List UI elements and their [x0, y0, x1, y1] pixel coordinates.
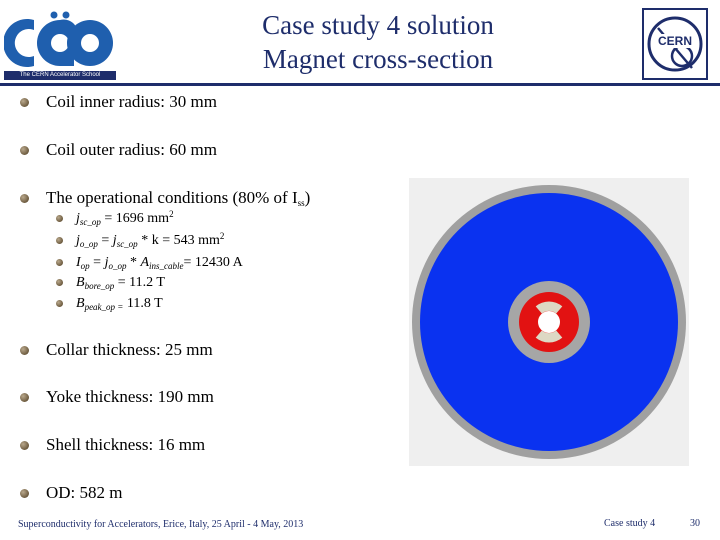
footer-event: Superconductivity for Accelerators, Erice, Italy, 25 April - 4 May, 2013: [18, 519, 304, 530]
cas-logo: [4, 6, 116, 80]
cern-logo: [642, 8, 708, 80]
slide-title: [180, 8, 576, 76]
bullet-dot-icon: [20, 98, 29, 107]
magnet-cross-section-svg: [409, 178, 689, 466]
sub-bullet-dot-icon: [56, 279, 63, 286]
bullet-dot-icon: [20, 346, 29, 355]
bullet-dot-icon: [20, 489, 29, 498]
bullet-dot-icon: [20, 146, 29, 155]
coil-aperture: [538, 311, 560, 333]
bullet-dot-icon: [20, 194, 29, 203]
cas-logo-caption: The CERN Accelerator School: [4, 71, 116, 80]
title-line-2: Magnet cross-section: [262, 44, 494, 74]
sub-bullet-dot-icon: [56, 259, 63, 266]
slide-header: [0, 0, 720, 84]
page-number: 30: [690, 518, 700, 529]
magnet-cross-section-figure: [409, 178, 689, 466]
footer-label: Case study 4: [604, 518, 656, 529]
bullet-dot-icon: [20, 441, 29, 450]
header-rule: [0, 83, 720, 86]
bullet-dot-icon: [20, 393, 29, 402]
cern-logo-text: CERN: [657, 34, 693, 48]
sub-bullet-dot-icon: [56, 215, 63, 222]
title-line-1: Case study 4 solution: [262, 10, 494, 40]
sub-bullet-dot-icon: [56, 300, 63, 307]
sub-bullet-dot-icon: [56, 237, 63, 244]
